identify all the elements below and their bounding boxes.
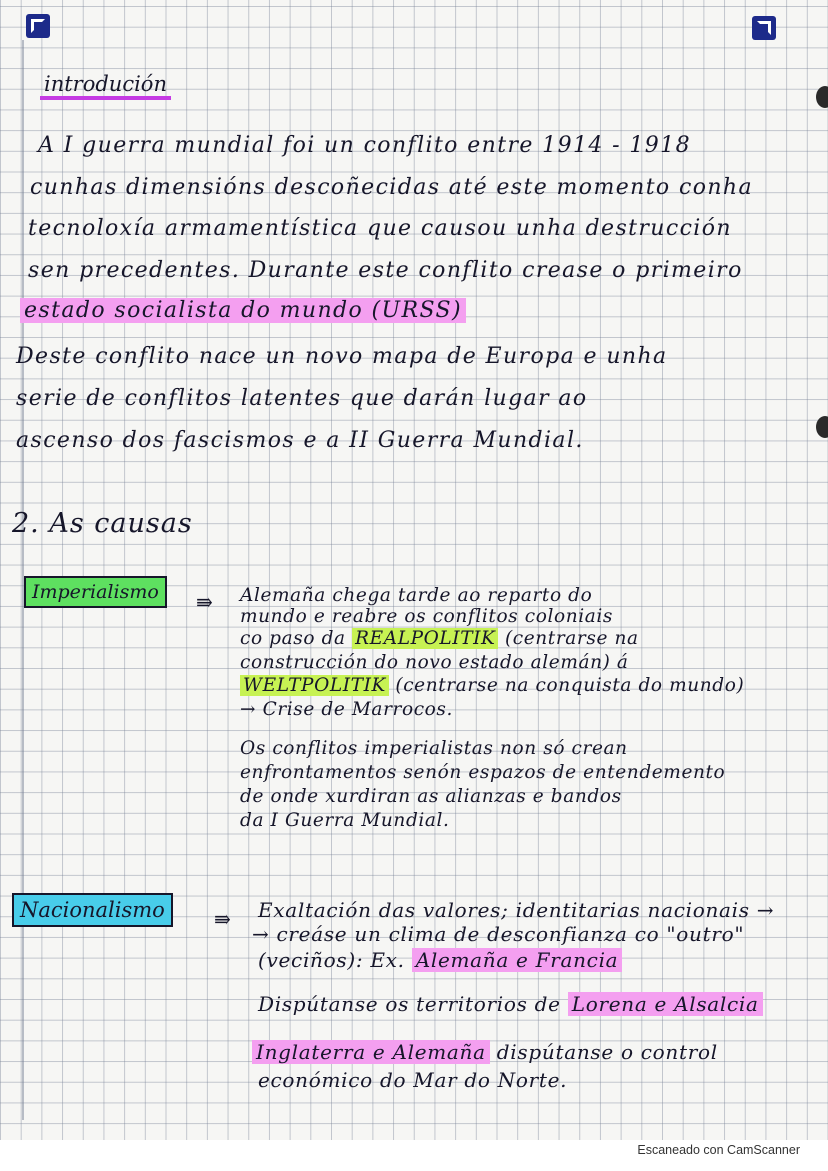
text: dispútanse o control <box>489 1040 718 1064</box>
highlight-inglaterra-alemana: Inglaterra e Alemaña <box>252 1040 490 1064</box>
corner-mark-icon <box>26 14 50 38</box>
nacionalismo-line: Exaltación das valores; identitarias nacionais → <box>258 898 775 922</box>
nacionalismo-line: → creáse un clima de desconfianza co "outro" <box>252 922 745 946</box>
nacionalismo-line <box>258 992 763 1016</box>
text: co paso da <box>240 628 353 649</box>
intro-line: serie de conflitos latentes que darán lugar ao <box>16 386 588 411</box>
intro-line: sen precedentes. Durante este conflito crease o primeiro <box>28 258 743 283</box>
intro-line: Deste conflito nace un novo mapa de Europa e unha <box>16 344 668 369</box>
imperialismo-line: da I Guerra Mundial. <box>240 810 450 831</box>
imperialismo-line: Os conflitos imperialistas non só crean <box>240 738 628 759</box>
highlight-realpolitik: REALPOLITIK <box>352 628 498 649</box>
imperialismo-line <box>240 675 744 696</box>
imperialismo-line: Alemaña chega tarde ao reparto do <box>240 585 593 606</box>
highlight-urss: estado socialista do mundo (URSS) <box>20 298 466 323</box>
binder-ring-icon <box>816 86 828 108</box>
imperialismo-line: de onde xurdiran as alianzas e bandos <box>240 786 622 807</box>
arrow-icon: ⇛ <box>214 907 231 931</box>
nacionalismo-label-box: Nacionalismo <box>12 893 173 927</box>
nacionalismo-line: económico do Mar do Norte. <box>258 1068 568 1092</box>
imperialismo-line: → Crise de Marrocos. <box>240 699 453 720</box>
binder-ring-icon <box>816 416 828 438</box>
intro-line: cunhas dimensións descoñecidas até este momento conha <box>30 175 753 200</box>
text: (veciños): Ex. <box>258 948 412 972</box>
highlight-weltpolitik: WELTPOLITIK <box>240 675 389 696</box>
imperialismo-line <box>240 628 639 649</box>
intro-line: tecnoloxía armamentística que causou unha destrucción <box>28 216 732 241</box>
text: (centrarse na conquista do mundo) <box>388 675 745 696</box>
intro-title: introdución <box>40 72 171 100</box>
nacionalismo-line <box>258 948 622 972</box>
imperialismo-line: enfrontamentos senón espazos de entendemento <box>240 762 726 783</box>
section-title: 2. As causas <box>12 508 193 539</box>
text: (centrarse na <box>498 628 639 649</box>
highlight-alemana-francia: Alemaña e Francia <box>412 948 623 972</box>
imperialismo-line: construcción do novo estado alemán) á <box>240 652 629 673</box>
nacionalismo-line <box>252 1040 718 1064</box>
imperialismo-label-box: Imperialismo <box>24 576 167 608</box>
arrow-icon: ⇛ <box>196 590 213 614</box>
intro-line: A I guerra mundial foi un conflito entre 1914 - 1918 <box>38 133 691 158</box>
intro-line <box>20 298 466 323</box>
imperialismo-line: mundo e reabre os conflitos coloniais <box>240 606 613 627</box>
scanner-watermark: Escaneado con CamScanner <box>637 1143 800 1157</box>
corner-mark-icon <box>752 16 776 40</box>
text: Dispútanse os territorios de <box>258 992 568 1016</box>
intro-line: ascenso dos fascismos e a II Guerra Mundial. <box>16 428 584 453</box>
highlight-lorena-alsalcia: Lorena e Alsalcia <box>568 992 763 1016</box>
